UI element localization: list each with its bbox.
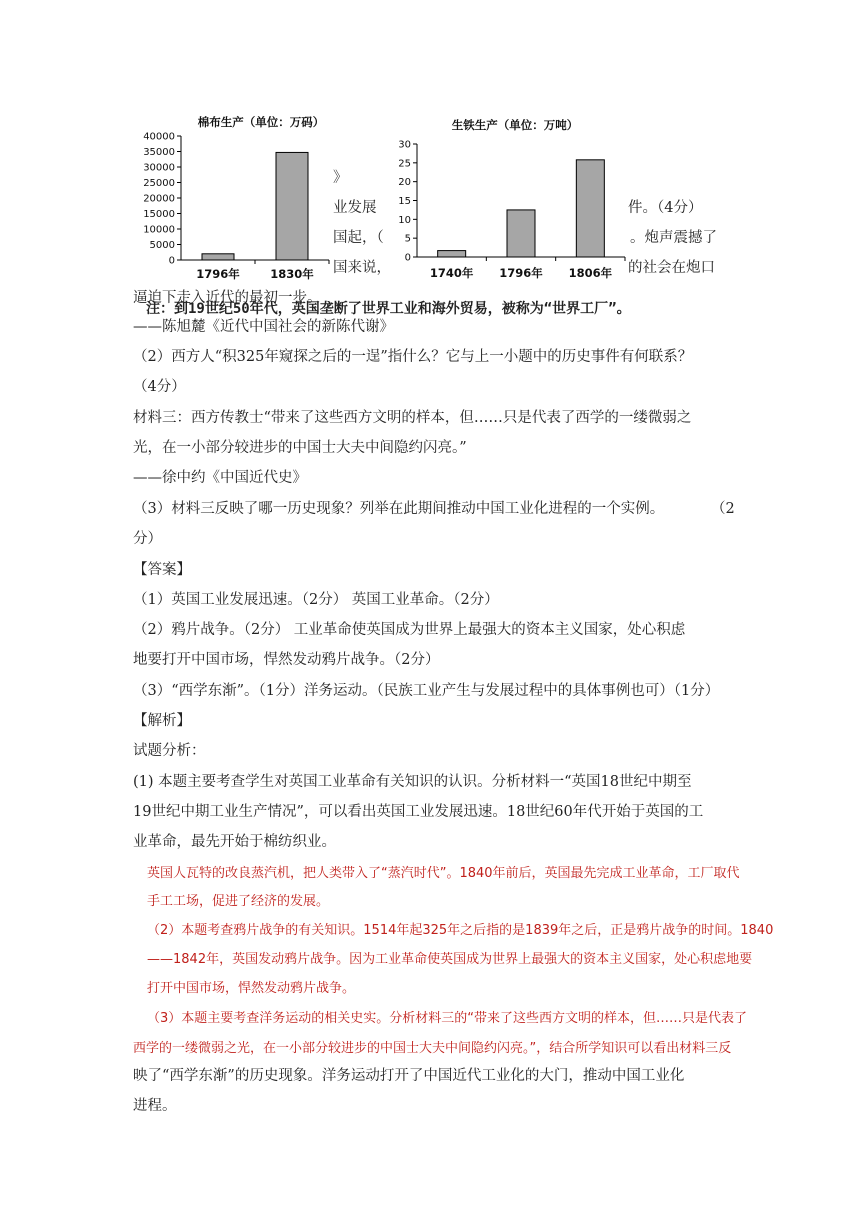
cotton-y-tick-label: 30000 xyxy=(143,162,175,174)
cotton-y-tick-label: 35000 xyxy=(143,147,175,158)
material1-fragment: 国来说， xyxy=(333,260,391,276)
material1-fragment: 》 xyxy=(333,170,348,186)
analysis-1: (1) 本题主要考查学生对英国工业革命有关知识的认识。分析材料一“英国18世纪中期至 xyxy=(133,774,692,790)
question-3-score: 分） xyxy=(133,531,162,547)
cotton-x-tick-label: 1796年 xyxy=(196,267,240,281)
cotton-x-tick-label: 1830年 xyxy=(270,267,314,281)
material1-fragment: 逼迫下走入近代的最初一步。 xyxy=(133,290,322,306)
question-3: （3）材料三反映了哪一历史现象？列举在此期间推动中国工业化进程的一个实例。 xyxy=(133,501,665,517)
analysis-red-line: 打开中国市场，悍然发动鸦片战争。 xyxy=(147,981,356,996)
source-line: ——徐中约《中国近代史》 xyxy=(133,470,307,486)
iron-chart xyxy=(397,114,628,290)
material1-fragment: 国起，（ xyxy=(333,230,384,246)
analysis-label: 试题分析： xyxy=(133,743,206,759)
cotton-y-tick-label: 40000 xyxy=(143,131,175,143)
iron-bar xyxy=(576,160,604,257)
analysis-red-line: 手工工场，促进了经济的发展。 xyxy=(147,894,330,909)
iron-y-tick-label: 30 xyxy=(398,139,411,151)
material1-fragment: 件。（4分） xyxy=(628,200,703,216)
analysis-header: 【解析】 xyxy=(133,713,191,729)
cotton-y-tick-label: 0 xyxy=(168,255,175,267)
question-2: （2）西方人“积325年窥探之后的一逞”指什么？它与上一小题中的历史事件有何联系？ xyxy=(133,349,693,365)
material1-fragment: 。炮声震撼了 xyxy=(630,230,717,246)
cotton-bar xyxy=(202,254,234,260)
iron-y-tick-label: 15 xyxy=(398,196,411,207)
cotton-chart-svg xyxy=(137,110,333,286)
iron-x-tick-label: 1806年 xyxy=(568,266,613,280)
analysis-red-line: ——1842年，英国发动鸦片战争。因为工业革命使英国成为世界上最强大的资本主义国家，处心积虑地要 xyxy=(147,952,753,967)
analysis-1: 业革命，最先开始于棉纺织业。 xyxy=(133,834,336,850)
question-2-score: （4分） xyxy=(133,379,186,395)
analysis-3-tail: 进程。 xyxy=(133,1098,177,1114)
cotton-y-tick-label: 10000 xyxy=(143,224,175,236)
cotton-y-tick-label: 20000 xyxy=(143,193,175,205)
iron-y-tick-label: 20 xyxy=(398,177,411,189)
source-line: ——陈旭麓《近代中国社会的新陈代谢》 xyxy=(133,319,394,335)
analysis-red-line: （2）本题考查鸦片战争的有关知识。1514年起325年之后指的是1839年之后，正是鸦片战争的时间。1840 xyxy=(147,923,774,938)
cotton-chart xyxy=(137,110,333,286)
iron-y-tick-label: 0 xyxy=(404,252,411,264)
analysis-red-line: （3）本题主要考查洋务运动的相关史实。分析材料三的“带来了这些西方文明的样本，但……只是代表了 xyxy=(147,1011,748,1026)
cotton-y-tick-label: 15000 xyxy=(143,209,175,220)
iron-x-tick-label: 1740年 xyxy=(429,266,474,280)
iron-bar xyxy=(507,210,535,257)
answer-1: （1）英国工业发展迅速。（2分） 英国工业革命。（2分） xyxy=(133,592,499,608)
answer-2: 地要打开中国市场，悍然发动鸦片战争。（2分） xyxy=(133,652,440,668)
iron-title: 生铁生产（单位：万吨） xyxy=(451,118,579,132)
iron-chart-svg xyxy=(397,114,628,290)
material1-fragment: 的社会在炮口 xyxy=(628,260,715,276)
material1-fragment: 业发展 xyxy=(333,200,377,216)
material-3: 光，在一小部分较进步的中国士大夫中间隐约闪亮。” xyxy=(133,440,467,456)
analysis-1: 19世纪中期工业生产情况”，可以看出英国工业发展迅速。18世纪60年代开始于英国的工 xyxy=(133,804,704,820)
analysis-3-tail: 映了“西学东渐”的历史现象。洋务运动打开了中国近代工业化的大门，推动中国工业化 xyxy=(133,1068,685,1084)
cotton-y-tick-label: 25000 xyxy=(143,178,175,189)
answer-2: （2）鸦片战争。（2分） 工业革命使英国成为世界上最强大的资本主义国家，处心积虑 xyxy=(133,622,686,638)
cotton-y-tick-label: 5000 xyxy=(149,240,175,251)
iron-bar xyxy=(438,251,466,257)
analysis-red-line: 英国人瓦特的改良蒸汽机，把人类带入了“蒸汽时代”。1840年前后，英国最先完成工业革命，工厂取代 xyxy=(147,866,740,881)
chart-note: 注：到19世纪50年代，英国垄断了世界工业和海外贸易，被称为“世界工厂”。 xyxy=(146,301,631,317)
iron-x-tick-label: 1796年 xyxy=(499,266,543,280)
answer-header: 【答案】 xyxy=(133,562,191,578)
answer-3: （3）“西学东渐”。（1分）洋务运动。（民族工业产生与发展过程中的具体事例也可）（1分） xyxy=(133,683,720,699)
question-3-score: （2 xyxy=(711,501,735,517)
iron-y-tick-label: 10 xyxy=(398,214,411,226)
material-3: 材料三：西方传教士“带来了这些西方文明的样本，但……只是代表了西学的一缕微弱之 xyxy=(133,410,692,426)
cotton-title: 棉布生产（单位：万码） xyxy=(197,115,325,129)
iron-y-tick-label: 25 xyxy=(398,158,411,170)
iron-y-tick-label: 5 xyxy=(404,233,411,245)
cotton-bar xyxy=(276,152,308,260)
analysis-red-line: 西学的一缕微弱之光，在一小部分较进步的中国士大夫中间隐约闪亮。”，结合所学知识可以看出材料三反 xyxy=(133,1041,732,1056)
